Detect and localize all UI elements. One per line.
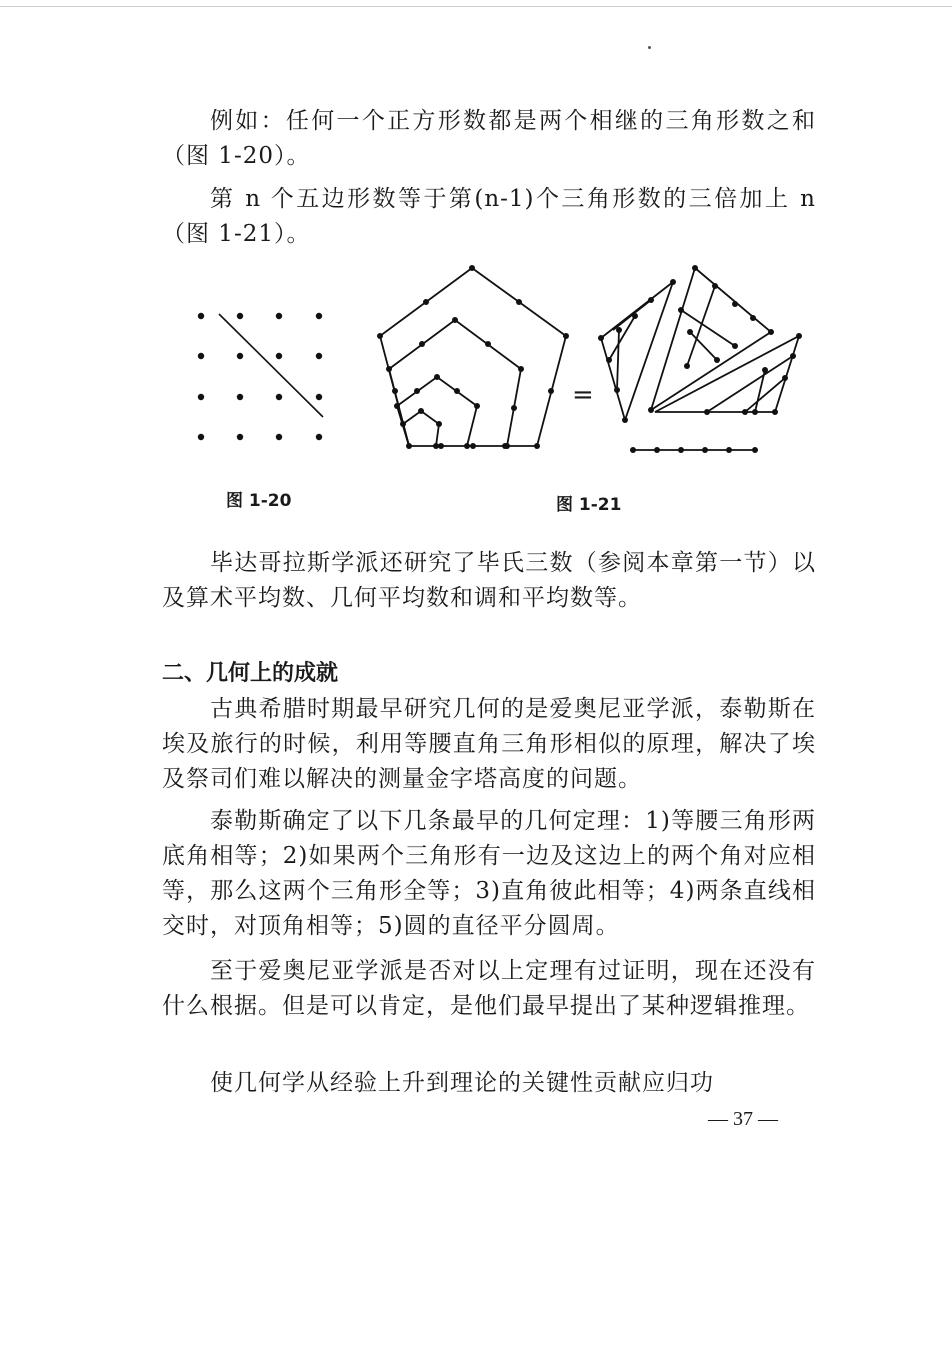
figure-1-21-pentagons [370,258,580,458]
figure-1-21-caption: 图 1-21 [556,495,622,515]
scan-speck [648,46,651,49]
figure-1-21-triangles [595,260,810,460]
dot-grid [198,313,322,440]
paragraph-3: 毕达哥拉斯学派还研究了毕氏三数（参阅本章第一节）以及算术平均数、几何平均数和调和平均数等。 [162,550,816,611]
figure-1-20 [185,300,345,455]
paragraph-6: 至于爱奥尼亚学派是否对以上定理有过证明，现在还没有什么根据。但是可以肯定，是他们最早提出了某种逻辑推理。 [162,958,816,1019]
section-heading: 二、几何上的成就 [162,661,339,686]
paragraph-2: 第 n 个五边形数等于第(n-1)个三角形数的三倍加上 n（图 1-21）。 [162,186,816,247]
diagonal-divider [219,314,323,417]
paragraph-1: 例如：任何一个正方形数都是两个相继的三角形数之和（图 1-20）。 [162,108,816,169]
paragraph-4: 古典希腊时期最早研究几何的是爱奥尼亚学派，泰勒斯在埃及旅行的时候，利用等腰直角三角形相似的原理，解决了埃及祭司们难以解决的测量金字塔高度的问题。 [162,696,816,792]
paragraph-7: 使几何学从经验上升到理论的关键性贡献应归功 [210,1070,714,1096]
page-number: — 37 — [708,1108,778,1130]
page-top-border [0,6,952,7]
equals-sign: = [572,380,594,410]
paragraph-5: 泰勒斯确定了以下几条最早的几何定理：1)等腰三角形两底角相等；2)如果两个三角形有一边及这边上的两个角对应相等，那么这两个三角形全等；3)直角彼此相等；4)两条直线相交时，对顶角相等；5)圆的直径平分圆周。 [162,808,816,939]
figure-1-20-caption: 图 1-20 [226,491,292,511]
